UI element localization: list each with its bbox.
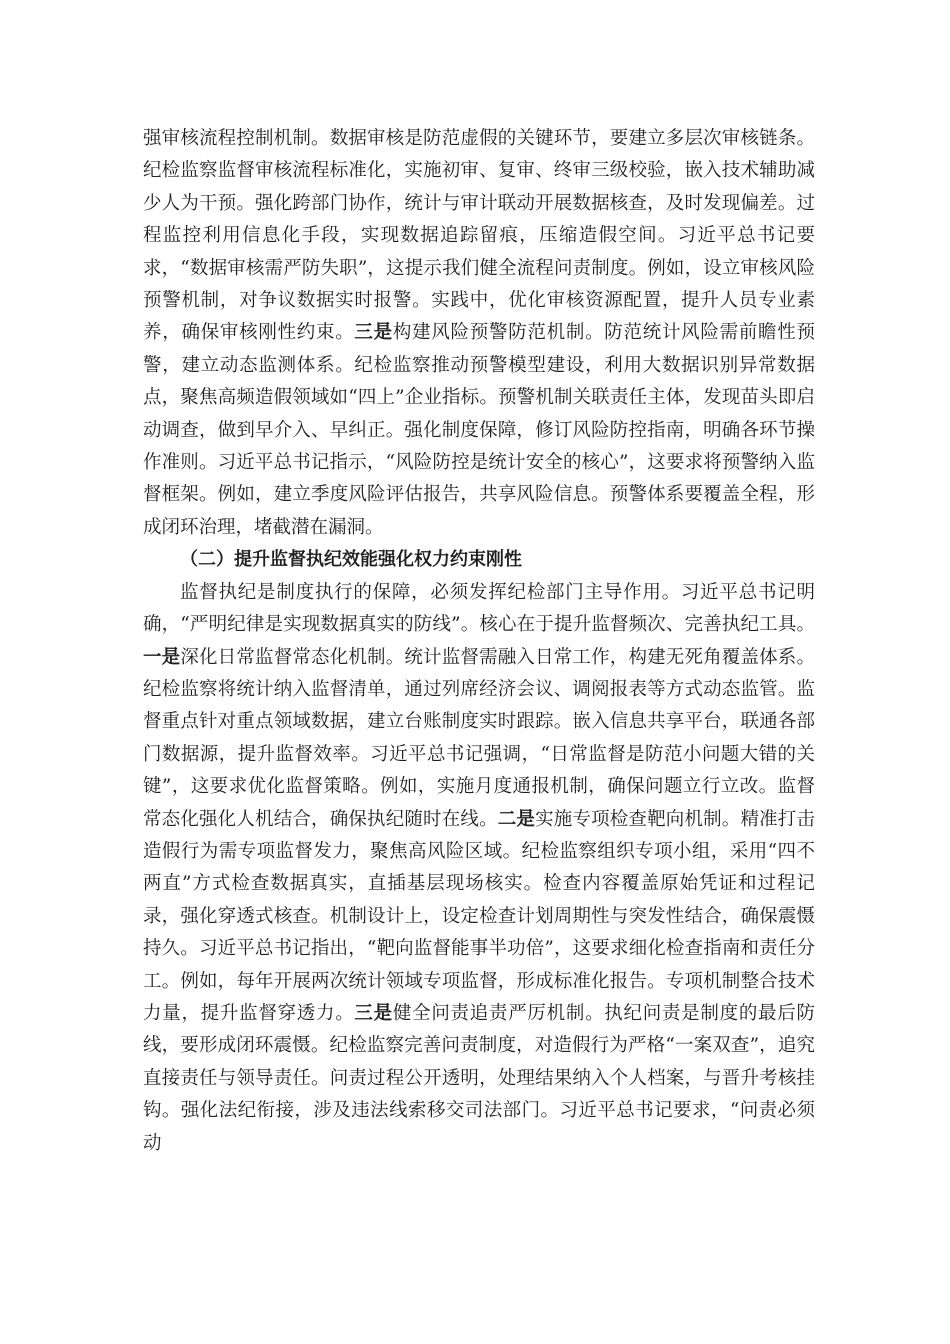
- bold-marker: 三是: [354, 322, 393, 344]
- text-segment: 实施专项检查靶向机制。精准打击造假行为需专项监督发力，聚焦高风险区域。纪检监察组织专项小组，采用“四不两直”方式检查数据真实，直插基层现场核实。检查内容覆盖原始凭证和过程记录，强化穿透式核查。机制设计上，设定检查计划周期性与突发性结合，确保震慑持久。习近平总书记指出，“靶向监督能事半功倍”，这要求细化检查指南和责任分工。例如，每年开展两次统计领域专项监督，形成标准化报告。专项机制整合技术力量，提升监督穿透力。: [143, 808, 815, 1024]
- text-segment: 健全问责追责严厉机制。执纪问责是制度的最后防线，要形成闭环震慑。纪检监察完善问责制度，对造假行为严格“一案双查”，追究直接责任与领导责任。问责过程公开透明，处理结果纳入个人档案，与晋升考核挂钩。强化法纪衔接，涉及违法线索移交司法部门。习近平总书记要求，“问责必须动: [143, 1002, 815, 1154]
- paragraph-supervision: [143, 577, 815, 1160]
- bold-marker: 一是: [143, 646, 181, 668]
- document-body: [143, 123, 815, 1160]
- paragraph-continued: [143, 123, 815, 544]
- text-segment: 构建风险预警防范机制。防范统计风险需前瞻性预警，建立动态监测体系。纪检监察推动预警模型建设，利用大数据识别异常数据点，聚焦高频造假领域如“四上”企业指标。预警机制关联责任主体，发现苗头即启动调查，做到早介入、早纠正。强化制度保障，修订风险防控指南，明确各环节操作准则。习近平总书记指示，“风险防控是统计安全的核心”，这要求将预警纳入监督框架。例如，建立季度风险评估报告，共享风险信息。预警体系要覆盖全程，形成闭环治理，堵截潜在漏洞。: [143, 322, 815, 538]
- bold-marker: 三是: [354, 1002, 393, 1024]
- text-segment: 深化日常监督常态化机制。统计监督需融入日常工作，构建无死角覆盖体系。纪检监察将统计纳入监督清单，通过列席经济会议、调阅报表等方式动态监管。监督重点针对重点领域数据，建立台账制度实时跟踪。嵌入信息共享平台，联通各部门数据源，提升监督效率。习近平总书记强调，“日常监督是防范小问题大错的关键”，这要求优化监督策略。例如，实施月度通报机制，确保问题立行立改。监督常态化强化人机结合，确保执纪随时在线。: [143, 646, 815, 830]
- bold-marker: 二是: [497, 808, 536, 830]
- text-segment: 监督执纪是制度执行的保障，必须发挥纪检部门主导作用。习近平总书记明确，“严明纪律是实现数据真实的防线”。核心在于提升监督频次、完善执纪工具。: [143, 581, 815, 636]
- section-heading: （二）提升监督执纪效能强化权力约束刚性: [180, 549, 522, 571]
- text-segment: 强审核流程控制机制。数据审核是防范虚假的关键环节，要建立多层次审核链条。纪检监察监督审核流程标准化，实施初审、复审、终审三级校验，嵌入技术辅助减少人为干预。强化跨部门协作，统计与审计联动开展数据核查，及时发现偏差。过程监控利用信息化手段，实现数据追踪留痕，压缩造假空间。习近平总书记要求，“数据审核需严防失职”，这提示我们健全流程问责制度。例如，设立审核风险预警机制，对争议数据实时报警。实践中，优化审核资源配置，提升人员专业素养，确保审核刚性约束。: [143, 128, 815, 344]
